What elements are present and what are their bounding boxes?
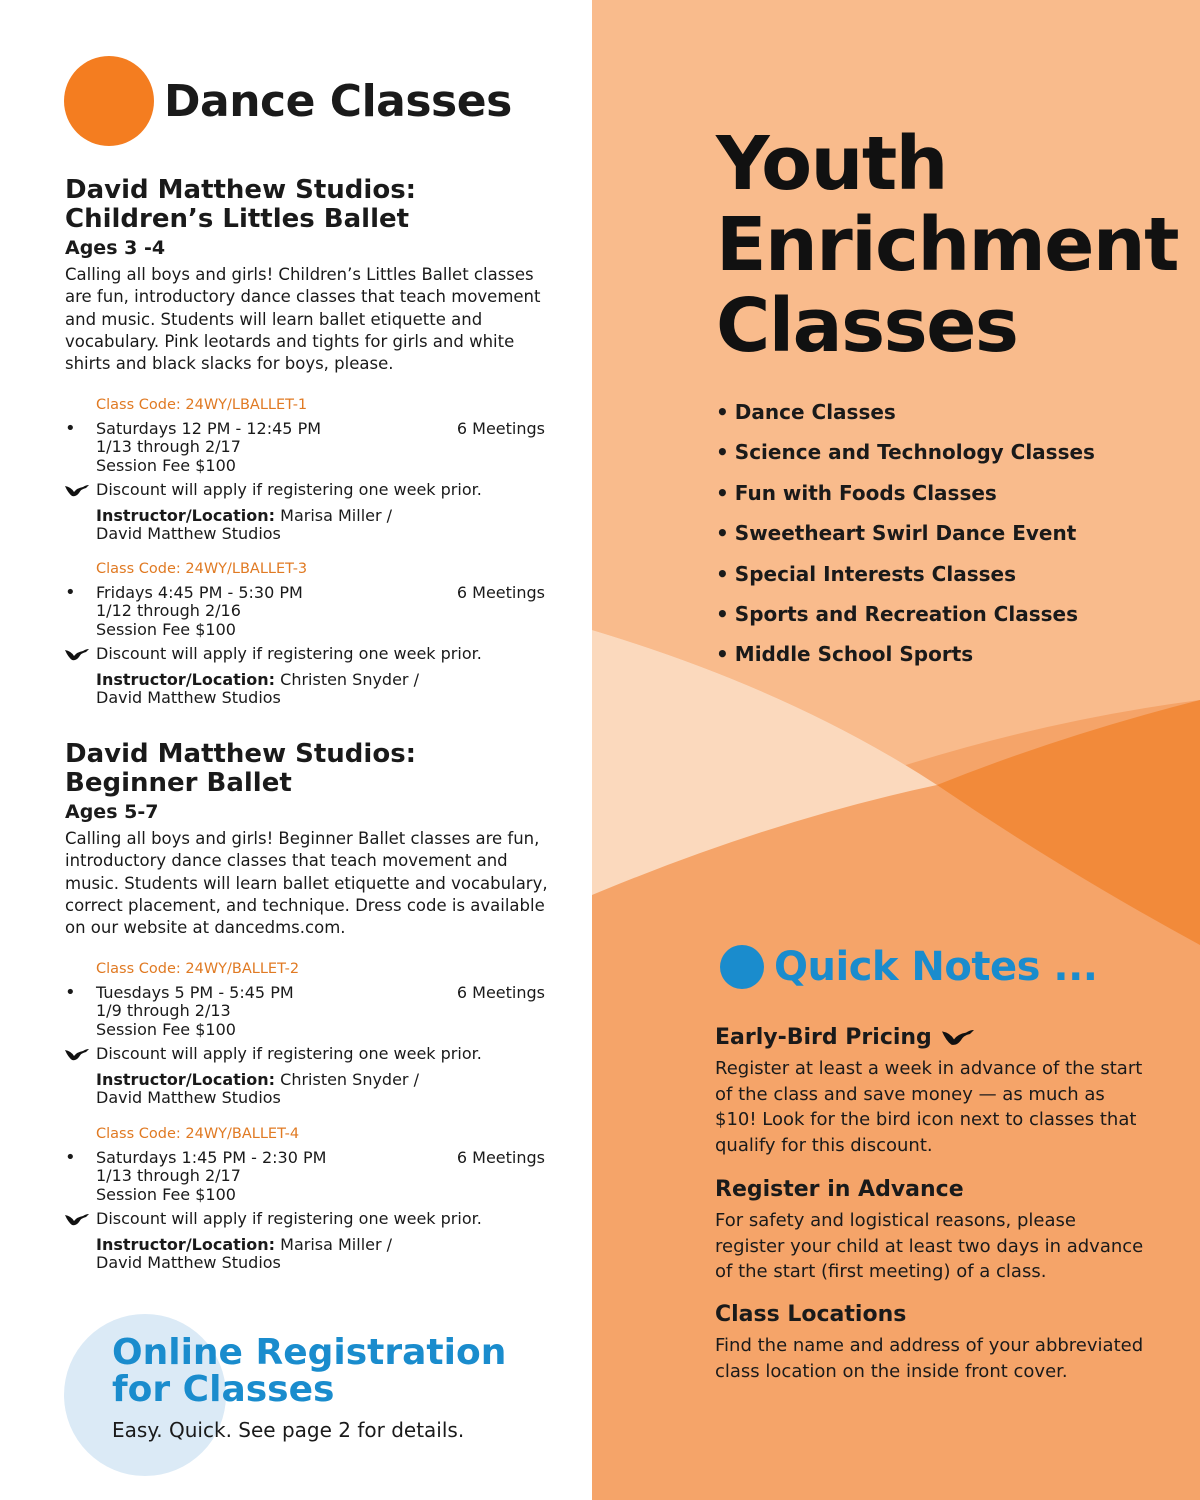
class-instructor	[65, 1236, 545, 1273]
class-schedule	[65, 581, 545, 640]
course-description: Calling all boys and girls! Beginner Ballet classes are fun, introductory dance classes that teach movement and music. Students will learn ballet etiquette and vocabulary, correct placement, and technique. Dress code is available on our website at dancedms.com.	[65, 829, 548, 938]
discount-note	[65, 1045, 545, 1064]
note-title-text: Early-Bird Pricing	[715, 1025, 932, 1050]
note-title	[715, 1024, 1145, 1052]
class-schedule	[65, 1146, 545, 1205]
list-item-label: Fun with Foods Classes	[734, 480, 997, 505]
bullet-icon: •	[65, 981, 76, 1003]
course-description: Calling all boys and girls! Children’s Littles Ballet classes are fun, introductory dance classes that teach movement and music. Students will learn ballet etiquette and vocabulary. Pink leotards and tights for girls and white shirts and black slacks for boys, please.	[65, 265, 541, 374]
list-item	[716, 473, 1095, 513]
discount-text: Discount will apply if registering one week prior.	[96, 480, 482, 499]
class-instructor	[65, 507, 545, 544]
hero-line3: Classes	[716, 283, 1018, 369]
instructor-label: Instructor/Location:	[96, 669, 276, 689]
discount-note	[65, 645, 545, 664]
course-littles-ballet	[65, 176, 555, 375]
note-text: Find the name and address of your abbreviated class location on the inside front cover.	[715, 1335, 1144, 1382]
bullet-icon: •	[65, 581, 76, 603]
course-title-line1: David Matthew Studios:	[65, 739, 417, 769]
instructor-label: Instructor/Location:	[96, 505, 276, 525]
bullet-icon: •	[716, 561, 729, 586]
list-item-label: Science and Technology Classes	[734, 440, 1095, 465]
class-dates: 1/13 through 2/17	[96, 1166, 241, 1185]
note-class-locations	[715, 1301, 1145, 1384]
class-code: Class Code: 24WY/LBALLET-1	[96, 397, 308, 413]
instructor-name: Marisa Miller /	[280, 1234, 393, 1254]
class-meetings: 6 Meetings	[456, 582, 545, 602]
bird-icon	[942, 1028, 974, 1048]
instructor-name: Christen Snyder /	[280, 1069, 419, 1089]
course-ages: Ages 3 -4	[65, 237, 166, 259]
class-schedule	[65, 417, 545, 476]
class-dates: 1/9 through 2/13	[96, 1001, 231, 1020]
online-registration-subtitle: Easy. Quick. See page 2 for details.	[112, 1418, 465, 1442]
note-title	[715, 1176, 1145, 1204]
course-title-line1: David Matthew Studios:	[65, 175, 417, 205]
class-entry	[65, 1125, 545, 1273]
list-item	[716, 392, 1095, 432]
discount-text: Discount will apply if registering one week prior.	[96, 644, 482, 663]
class-meetings: 6 Meetings	[456, 1147, 545, 1167]
bullet-icon: •	[716, 400, 729, 424]
class-instructor	[65, 671, 545, 708]
class-meetings: 6 Meetings	[456, 982, 545, 1002]
course-ages: Ages 5-7	[65, 801, 159, 823]
class-category-list	[716, 392, 1095, 675]
bullet-icon: •	[65, 1146, 76, 1168]
class-time: Tuesdays 5 PM - 5:45 PM	[96, 982, 294, 1002]
discount-text: Discount will apply if registering one week prior.	[96, 1209, 482, 1228]
class-code: Class Code: 24WY/BALLET-4	[96, 1126, 300, 1142]
list-item-label: Sports and Recreation Classes	[734, 602, 1078, 627]
class-location: David Matthew Studios	[96, 1253, 281, 1272]
class-location: David Matthew Studios	[96, 1088, 281, 1107]
section-title: Dance Classes	[164, 75, 512, 127]
bullet-icon: •	[65, 417, 76, 439]
class-entry	[65, 396, 545, 544]
list-item	[716, 513, 1095, 553]
bullet-icon: •	[716, 602, 729, 627]
class-time: Saturdays 1:45 PM - 2:30 PM	[96, 1147, 327, 1167]
class-fee: Session Fee $100	[96, 1184, 236, 1204]
youth-enrichment-panel	[592, 0, 1200, 1500]
hero-title	[716, 121, 1178, 369]
bullet-icon: •	[716, 440, 729, 465]
bullet-icon: •	[716, 642, 729, 667]
class-fee: Session Fee $100	[96, 1019, 236, 1039]
note-title	[715, 1301, 1145, 1329]
class-location: David Matthew Studios	[96, 688, 281, 707]
list-item-label: Dance Classes	[734, 400, 896, 424]
list-item-label: Special Interests Classes	[734, 561, 1016, 586]
class-entry	[65, 960, 545, 1108]
list-item	[716, 432, 1095, 472]
discount-text: Discount will apply if registering one week prior.	[96, 1044, 482, 1063]
list-item-label: Sweetheart Swirl Dance Event	[734, 521, 1077, 546]
section-header	[64, 56, 512, 146]
note-title-text: Class Locations	[715, 1302, 907, 1327]
course-beginner-ballet	[65, 740, 555, 939]
online-title-line2: for Classes	[112, 1369, 335, 1410]
class-dates: 1/12 through 2/16	[96, 601, 241, 620]
list-item	[716, 634, 1095, 674]
class-meetings: 6 Meetings	[456, 418, 545, 438]
note-text: Register at least a week in advance of the start of the class and save money — as much as $10! Look for the bird icon next to classes that qualify for this discount.	[715, 1058, 1143, 1157]
note-text: For safety and logistical reasons, please register your child at least two days in advance of the start (first meeting) of a class.	[715, 1210, 1144, 1283]
hero-line1: Youth	[716, 121, 947, 207]
class-code: Class Code: 24WY/LBALLET-3	[96, 561, 308, 577]
dance-classes-column	[0, 0, 592, 1500]
online-title-line1: Online Registration	[112, 1332, 507, 1373]
course-title-line2: Beginner Ballet	[65, 768, 292, 798]
bullet-icon: •	[716, 480, 729, 505]
class-fee: Session Fee $100	[96, 619, 236, 639]
quick-notes-title: Quick Notes ...	[774, 944, 1098, 990]
list-item	[716, 594, 1095, 634]
blue-circle-icon	[720, 945, 764, 989]
course-title-line2: Children’s Littles Ballet	[65, 204, 410, 234]
quick-notes-header	[720, 944, 1097, 990]
list-item	[716, 554, 1095, 594]
class-location: David Matthew Studios	[96, 524, 281, 543]
note-register-advance	[715, 1176, 1145, 1285]
class-instructor	[65, 1071, 545, 1108]
instructor-name: Marisa Miller /	[280, 505, 393, 525]
class-code: Class Code: 24WY/BALLET-2	[96, 961, 300, 977]
online-registration-title	[112, 1334, 532, 1408]
class-entry	[65, 560, 545, 708]
note-early-bird	[715, 1024, 1145, 1159]
list-item-label: Middle School Sports	[734, 642, 974, 667]
bullet-icon: •	[716, 521, 729, 546]
discount-note	[65, 1210, 545, 1229]
class-dates: 1/13 through 2/17	[96, 437, 241, 456]
note-title-text: Register in Advance	[715, 1177, 964, 1202]
instructor-label: Instructor/Location:	[96, 1069, 276, 1089]
bird-icon	[65, 1213, 89, 1227]
instructor-name: Christen Snyder /	[280, 669, 419, 689]
orange-circle-icon	[64, 56, 154, 146]
discount-note	[65, 481, 545, 500]
class-schedule	[65, 981, 545, 1040]
instructor-label: Instructor/Location:	[96, 1234, 276, 1254]
bird-icon	[65, 1048, 89, 1062]
hero-line2: Enrichment	[716, 202, 1178, 288]
class-time: Saturdays 12 PM - 12:45 PM	[96, 418, 322, 438]
class-time: Fridays 4:45 PM - 5:30 PM	[96, 582, 303, 602]
course-title	[65, 740, 555, 798]
class-fee: Session Fee $100	[96, 455, 236, 475]
course-title	[65, 176, 555, 234]
bird-icon	[65, 648, 89, 662]
bird-icon	[65, 484, 89, 498]
